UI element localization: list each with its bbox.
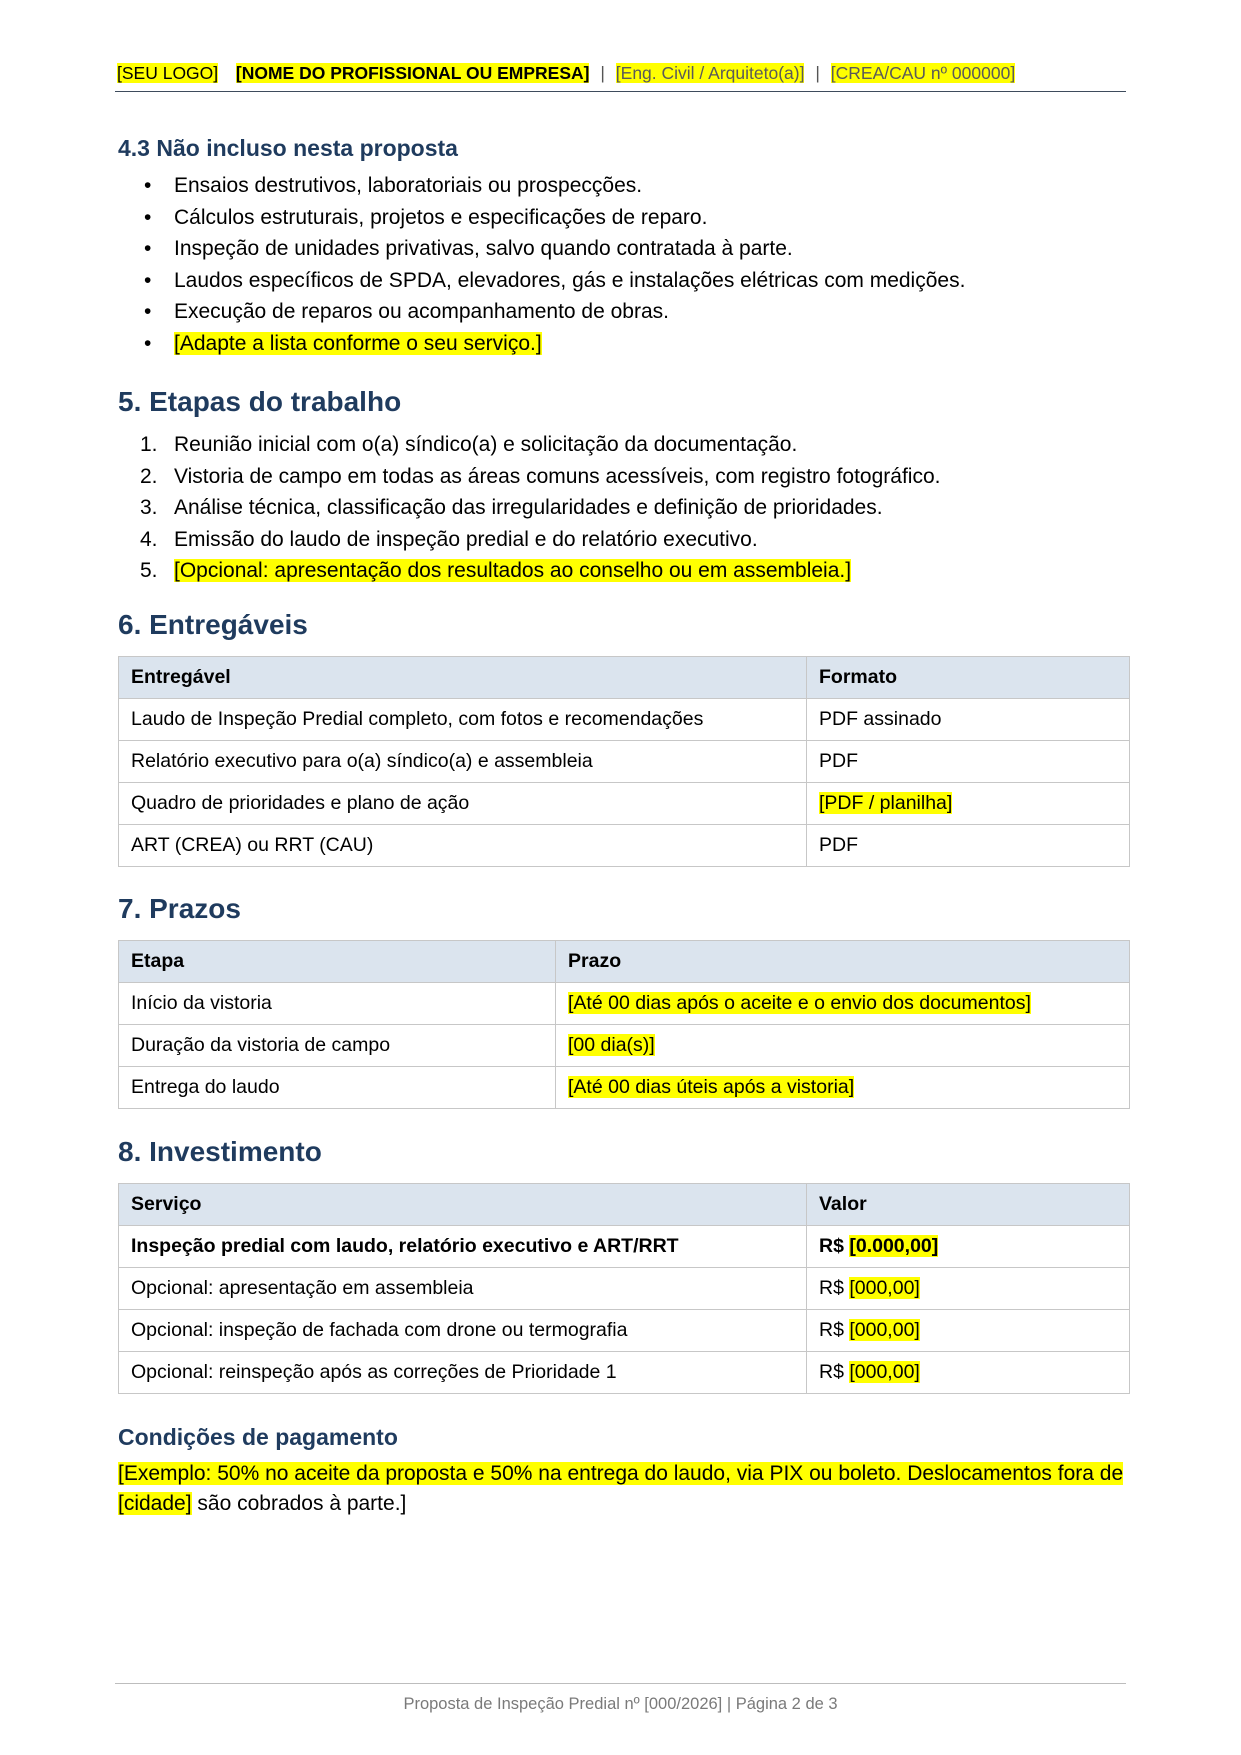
not-included-list (118, 170, 1128, 359)
table-row (119, 1067, 1130, 1109)
payment-text: [Exemplo: 50% no aceite da proposta e 50% na entrega do laudo, via PIX ou boleto. Deslocamentos fora de [cidade] são cobrados à parte.] (118, 1462, 1124, 1515)
table-row (119, 1025, 1130, 1067)
list-item: 4. Emissão do laudo de inspeção predial e do relatório executivo. (140, 527, 758, 551)
table-cell: [PDF / planilha] (807, 783, 1130, 825)
header-separator: | (600, 63, 605, 83)
column-header: Entregável (119, 657, 807, 699)
bullet-icon: • (144, 174, 152, 197)
section-6-title: 6. Entregáveis (118, 609, 308, 640)
table-row (119, 825, 1130, 867)
table-cell: Opcional: inspeção de fachada com drone ou termografia (119, 1310, 807, 1352)
list-item: • Execução de reparos ou acompanhamento de obras. (118, 296, 1128, 328)
table-cell: [00 dia(s)] (556, 1025, 1130, 1067)
profession-placeholder: [Eng. Civil / Arquiteto(a)] (615, 63, 805, 83)
column-header: Valor (807, 1184, 1130, 1226)
table-cell: Laudo de Inspeção Predial completo, com fotos e recomendações (119, 699, 807, 741)
table-cell: R$ [000,00] (807, 1352, 1130, 1394)
page-footer: Proposta de Inspeção Predial nº [000/2026] | Página 2 de 3 (403, 1695, 838, 1713)
deadlines-table (118, 940, 1130, 1109)
table-cell: Relatório executivo para o(a) síndico(a) e assembleia (119, 741, 807, 783)
work-steps-list (118, 429, 1128, 587)
page-header (117, 61, 1126, 85)
payment-title: Condições de pagamento (118, 1424, 398, 1450)
table-cell: Início da vistoria (119, 983, 556, 1025)
table-cell: PDF assinado (807, 699, 1130, 741)
list-item: • Inspeção de unidades privativas, salvo quando contratada à parte. (118, 233, 1128, 265)
footer-divider (115, 1683, 1126, 1684)
column-header: Prazo (556, 941, 1130, 983)
table-cell: PDF (807, 741, 1130, 783)
table-cell: Opcional: reinspeção após as correções de Prioridade 1 (119, 1352, 807, 1394)
table-cell: R$ [0.000,00] (807, 1226, 1130, 1268)
header-divider (115, 91, 1126, 92)
list-item: 3. Análise técnica, classificação das irregularidades e definição de prioridades. (140, 496, 883, 519)
bullet-icon: • (144, 300, 152, 323)
section-5-title: 5. Etapas do trabalho (118, 386, 402, 417)
table-cell: [Até 00 dias após o aceite e o envio dos documentos] (556, 983, 1130, 1025)
table-cell: Inspeção predial com laudo, relatório executivo e ART/RRT (119, 1226, 807, 1268)
section-7-title: 7. Prazos (118, 893, 241, 924)
table-row (119, 983, 1130, 1025)
bullet-icon: • (144, 268, 152, 292)
list-item: • Cálculos estruturais, projetos e especificações de reparo. (118, 202, 1128, 234)
table-cell: R$ [000,00] (807, 1310, 1130, 1352)
deliverables-table (118, 656, 1130, 867)
column-header: Formato (807, 657, 1130, 699)
table-row (119, 783, 1130, 825)
table-row (119, 741, 1130, 783)
table-row (119, 1352, 1130, 1394)
list-item: • Laudos específicos de SPDA, elevadores, gás e instalações elétricas com medições. (118, 265, 1128, 297)
section-4-3-title: 4.3 Não incluso nesta proposta (118, 135, 458, 161)
table-header-row (119, 657, 1130, 699)
list-item: • Ensaios destrutivos, laboratoriais ou prospecções. (118, 170, 1128, 202)
table-cell: PDF (807, 825, 1130, 867)
list-item: • [Adapte a lista conforme o seu serviço.] (118, 328, 1128, 360)
table-cell: Quadro de prioridades e plano de ação (119, 783, 807, 825)
table-cell: Entrega do laudo (119, 1067, 556, 1109)
column-header: Etapa (119, 941, 556, 983)
section-8-title: 8. Investimento (118, 1136, 322, 1167)
logo-placeholder: [SEU LOGO] (117, 63, 219, 83)
company-name: [NOME DO PROFISSIONAL OU EMPRESA] (235, 63, 590, 83)
table-cell: ART (CREA) ou RRT (CAU) (119, 825, 807, 867)
table-header-row (119, 1184, 1130, 1226)
table-row (119, 1268, 1130, 1310)
list-item: 2. Vistoria de campo em todas as áreas comuns acessíveis, com registro fotográfico. (140, 464, 941, 488)
bullet-icon: • (144, 331, 152, 355)
table-row (119, 1226, 1130, 1268)
investment-table (118, 1183, 1130, 1394)
list-item: 5. [Opcional: apresentação dos resultados ao conselho ou em assembleia.] (140, 559, 852, 582)
bullet-icon: • (144, 237, 152, 260)
table-cell: Duração da vistoria de campo (119, 1025, 556, 1067)
header-separator: | (815, 63, 820, 83)
list-item: 1. Reunião inicial com o(a) síndico(a) e solicitação da documentação. (140, 433, 798, 456)
bullet-icon: • (144, 205, 152, 229)
table-row (119, 1310, 1130, 1352)
table-cell: Opcional: apresentação em assembleia (119, 1268, 807, 1310)
table-header-row (119, 941, 1130, 983)
table-cell: [Até 00 dias úteis após a vistoria] (556, 1067, 1130, 1109)
registration-placeholder: [CREA/CAU nº 000000] (830, 63, 1016, 83)
table-cell: R$ [000,00] (807, 1268, 1130, 1310)
table-row (119, 699, 1130, 741)
column-header: Serviço (119, 1184, 807, 1226)
